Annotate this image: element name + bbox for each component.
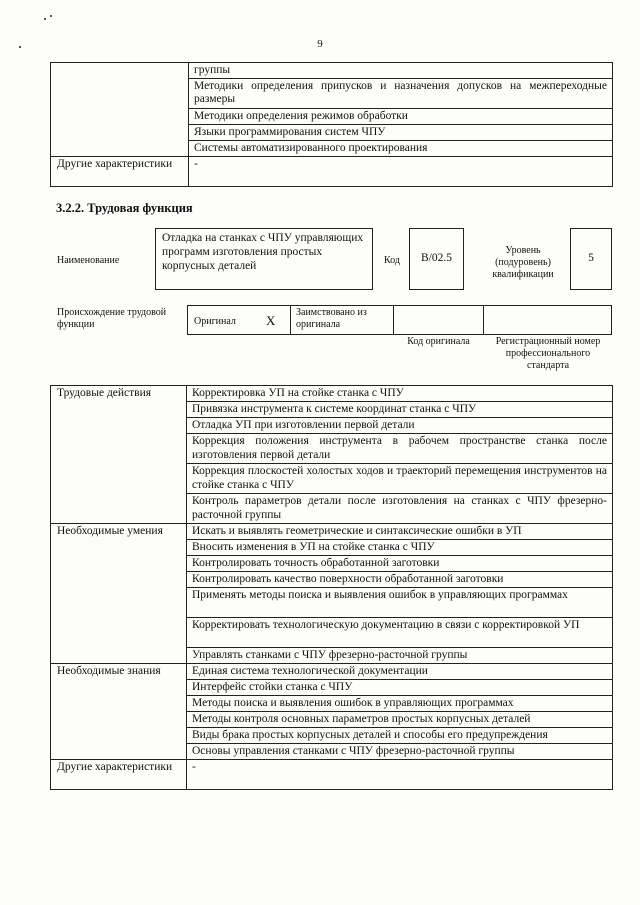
group-label: Необходимые знания	[51, 664, 187, 760]
table-cell: Применять методы поиска и выявления ошибок в управляющих программах	[187, 588, 613, 618]
table-cell: Корректировка УП на стойке станка с ЧПУ	[187, 386, 613, 402]
page-number: 9	[317, 38, 323, 50]
top-table	[50, 62, 613, 187]
level-label: Уровень (подуровень) квалификации	[492, 245, 554, 280]
table-cell: Коррекция плоскостей холостых ходов и траекторий перемещения инструментов на стойке станка с ЧПУ	[187, 464, 613, 494]
table-cell: Привязка инструмента к системе координат станка с ЧПУ	[187, 402, 613, 418]
origin-row	[187, 305, 612, 335]
top-table-cell: Языки программирования систем ЧПУ	[189, 124, 613, 140]
table-cell: Контролировать качество поверхности обработанной заготовки	[187, 572, 613, 588]
borrowed-label: Заимствовано из оригинала	[296, 307, 367, 330]
table-cell: -	[187, 760, 613, 790]
top-table-cell: Системы автоматизированного проектирования	[189, 140, 613, 156]
origin-divider	[483, 305, 484, 335]
table-cell: Основы управления станками с ЧПУ фрезерно-расточной группы	[187, 744, 613, 760]
group-label: Другие характеристики	[51, 760, 187, 790]
reg-number-label: Регистрационный номер профессионального стандарта	[495, 336, 601, 371]
table-cell: Виды брака простых корпусных деталей и способы его предупреждения	[187, 728, 613, 744]
top-table-label: Другие характеристики	[51, 156, 189, 186]
table-cell: Корректировать технологическую документацию в связи с корректировкой УП	[187, 618, 613, 648]
group-label: Трудовые действия	[51, 386, 187, 524]
original-label: Оригинал	[194, 316, 236, 327]
origin-divider	[393, 305, 394, 335]
table-cell: Методы поиска и выявления ошибок в управляющих программах	[187, 696, 613, 712]
scan-speck	[44, 18, 46, 20]
origin-label: Происхождение трудовой функции	[57, 307, 167, 330]
table-cell: Методы контроля основных параметров простых корпусных деталей	[187, 712, 613, 728]
table-cell: Интерфейс стойки станка с ЧПУ	[187, 680, 613, 696]
level-box	[570, 228, 612, 290]
code-label: Код	[384, 255, 400, 266]
table-cell: Коррекция положения инструмента в рабочем пространстве станка после изготовления первой детали	[187, 434, 613, 464]
original-mark: X	[266, 313, 276, 328]
top-table-cell: группы	[189, 63, 613, 79]
table-cell: Единая система технологической документации	[187, 664, 613, 680]
top-table-label-empty	[51, 63, 189, 157]
level-value: 5	[588, 252, 594, 265]
top-table-cell: Методики определения режимов обработки	[189, 108, 613, 124]
table-cell: Вносить изменения в УП на стойке станка с ЧПУ	[187, 540, 613, 556]
function-name: Отладка на станках с ЧПУ управляющих программ изготовления простых корпусных деталей	[162, 232, 364, 272]
section-title: 3.2.2. Трудовая функция	[56, 201, 193, 215]
table-cell: Контроль параметров детали после изготовления на станках с ЧПУ фрезерно-расточной группы	[187, 494, 613, 524]
scan-speck	[50, 15, 52, 17]
table-cell: Искать и выявлять геометрические и синтаксические ошибки в УП	[187, 524, 613, 540]
code-value: B/02.5	[421, 252, 452, 265]
table-cell: Контролировать точность обработанной заготовки	[187, 556, 613, 572]
name-label: Наименование	[57, 255, 120, 266]
function-name-box	[155, 228, 373, 290]
code-original-label: Код оригинала	[407, 336, 470, 347]
table-cell: Отладка УП при изготовлении первой детали	[187, 418, 613, 434]
group-label: Необходимые умения	[51, 524, 187, 664]
origin-divider	[290, 305, 291, 335]
main-table	[50, 385, 613, 790]
code-box	[409, 228, 464, 290]
top-table-cell: -	[189, 156, 613, 186]
top-table-cell: Методики определения припусков и назначения допусков на межпереходные размеры	[189, 78, 613, 108]
table-cell: Управлять станками с ЧПУ фрезерно-расточной группы	[187, 648, 613, 664]
